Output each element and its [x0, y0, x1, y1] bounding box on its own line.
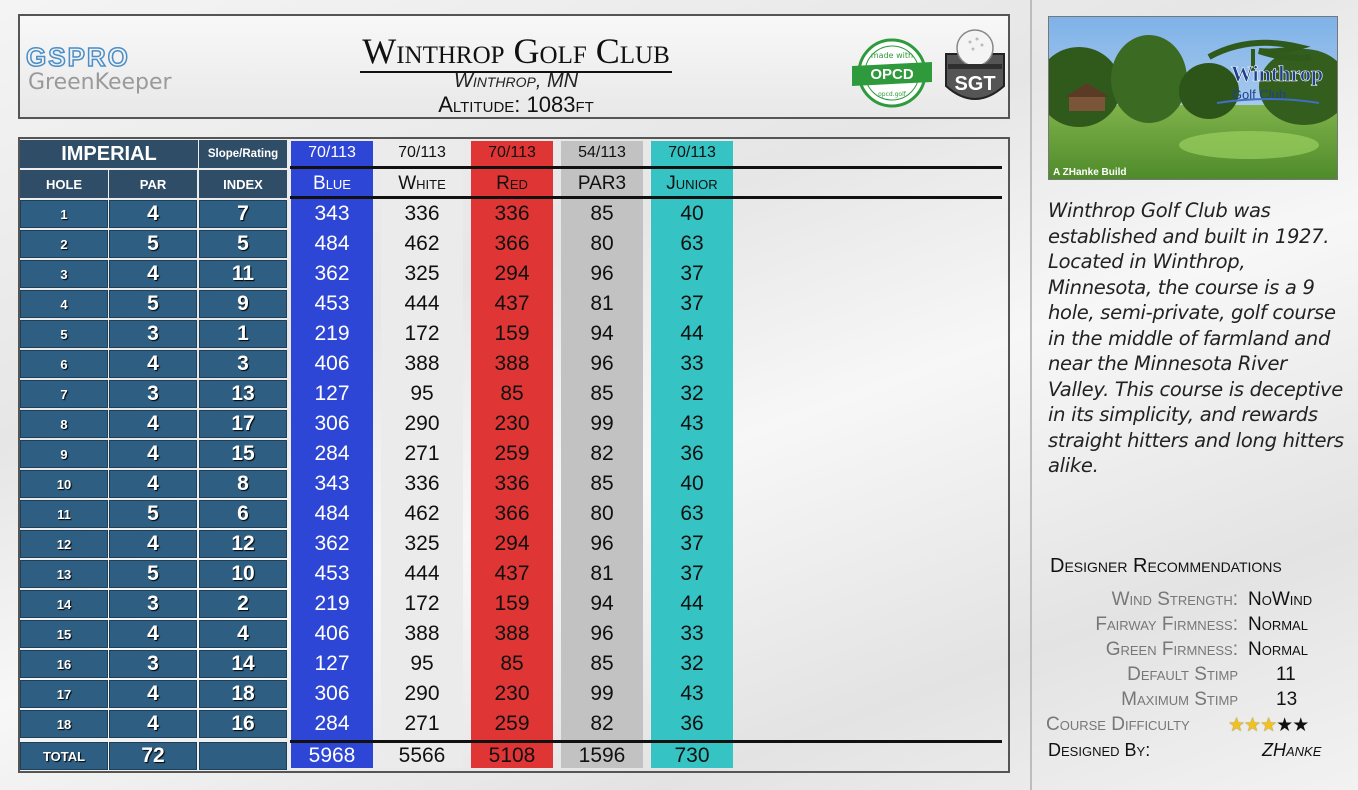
- tee-yardage: 406: [314, 352, 350, 375]
- tee-yardage: 362: [314, 532, 350, 555]
- hole-number: 11: [20, 500, 108, 528]
- tee-yardage: 99: [590, 412, 614, 435]
- hole-column-header: HOLE: [20, 170, 108, 198]
- opcd-badge-main: OPCD: [870, 66, 914, 83]
- hole-par: 4: [109, 350, 197, 378]
- tee-yardage: 343: [314, 202, 350, 225]
- photo-logo-line1: Winthrop: [1230, 61, 1324, 86]
- tee-yardage: 284: [314, 712, 350, 735]
- star-filled-icon: ★: [1228, 715, 1245, 736]
- hole-number: 16: [20, 650, 108, 678]
- tee-yardage: 290: [404, 682, 440, 705]
- tee-yardage: 219: [314, 592, 350, 615]
- hole-number: 10: [20, 470, 108, 498]
- hole-number: 9: [20, 440, 108, 468]
- recommendation-value: Normal: [1248, 639, 1308, 660]
- tee-yardage: 362: [314, 262, 350, 285]
- tee-yardage: 85: [590, 472, 614, 495]
- tee-yardage: 388: [494, 352, 530, 375]
- hole-par: 5: [109, 230, 197, 258]
- hole-number: 3: [20, 260, 108, 288]
- tee-yardage: 259: [494, 712, 530, 735]
- hole-par: 4: [109, 440, 197, 468]
- hole-index: 12: [199, 530, 287, 558]
- hole-par: 5: [109, 500, 197, 528]
- hole-number: 15: [20, 620, 108, 648]
- tee-yardage: 81: [590, 292, 614, 315]
- tee-yardage: 85: [590, 202, 614, 225]
- tee-yardage: 37: [680, 292, 704, 315]
- tee-yardage: 44: [680, 322, 704, 345]
- tee-name-blue: Blue: [313, 173, 351, 194]
- tee-yardage: 36: [680, 442, 704, 465]
- tee-yardage: 388: [404, 352, 440, 375]
- tee-yardage: 63: [680, 232, 704, 255]
- hole-number: 17: [20, 680, 108, 708]
- tee-yardage: 33: [680, 622, 704, 645]
- hole-index: 15: [199, 440, 287, 468]
- greenkeeper-logo: GreenKeeper: [28, 70, 172, 95]
- recommendation-label: Wind Strength:: [1111, 589, 1238, 610]
- hole-par: 4: [109, 410, 197, 438]
- hole-par: 4: [109, 200, 197, 228]
- hole-number: 7: [20, 380, 108, 408]
- tee-yardage: 43: [680, 412, 704, 435]
- tee-name-par3: PAR3: [577, 173, 627, 194]
- hole-par: 3: [109, 380, 197, 408]
- hole-number: 8: [20, 410, 108, 438]
- hole-par: 4: [109, 260, 197, 288]
- tee-yardage: 484: [314, 502, 350, 525]
- hole-index: 9: [199, 290, 287, 318]
- total-label: TOTAL: [20, 742, 108, 770]
- tee-yardage: 80: [590, 502, 614, 525]
- tee-yardage: 96: [590, 352, 614, 375]
- tee-yardage: 219: [314, 322, 350, 345]
- tee-yardage: 325: [404, 532, 440, 555]
- hole-par: 4: [109, 620, 197, 648]
- tee-yardage: 325: [404, 262, 440, 285]
- designer-name: ZHanke: [1262, 740, 1322, 760]
- tee-yardage: 484: [314, 232, 350, 255]
- tee-yardage: 437: [494, 562, 530, 585]
- tee-yardage: 127: [314, 382, 350, 405]
- hole-number: 1: [20, 200, 108, 228]
- tee-yardage: 462: [404, 232, 440, 255]
- par-total: 72: [109, 742, 197, 770]
- tee-total-white: 5566: [398, 744, 446, 767]
- hole-index: 14: [199, 650, 287, 678]
- tee-rating-par3: 54/113: [578, 144, 626, 161]
- tee-yardage: 36: [680, 712, 704, 735]
- hole-index: 5: [199, 230, 287, 258]
- tee-total-red: 5108: [488, 744, 536, 767]
- tee-rating-blue: 70/113: [308, 144, 356, 161]
- tee-yardage: 127: [314, 652, 350, 675]
- tee-yardage: 453: [314, 562, 350, 585]
- hole-index: 4: [199, 620, 287, 648]
- recommendation-value: 13: [1276, 689, 1298, 710]
- tee-yardage: 294: [494, 262, 530, 285]
- tee-yardage: 290: [404, 412, 440, 435]
- hole-par: 4: [109, 680, 197, 708]
- tee-rating-white: 70/113: [398, 144, 446, 161]
- tee-yardage: 32: [680, 652, 704, 675]
- tee-yardage: 85: [500, 382, 524, 405]
- course-title-text: Winthrop Golf Club: [362, 31, 670, 71]
- hole-number: 12: [20, 530, 108, 558]
- star-filled-icon: ★: [1260, 715, 1277, 736]
- tee-yardage: 437: [494, 292, 530, 315]
- header-divider-top: [290, 166, 1002, 169]
- recommendation-label: Default Stimp: [1127, 664, 1238, 685]
- hole-number: 5: [20, 320, 108, 348]
- tee-yardage: 259: [494, 442, 530, 465]
- hole-par: 5: [109, 560, 197, 588]
- course-photo: [1048, 16, 1338, 180]
- hole-index: 8: [199, 470, 287, 498]
- hole-number: 4: [20, 290, 108, 318]
- tee-yardage: 306: [314, 682, 350, 705]
- par-column-header: PAR: [109, 170, 197, 198]
- tee-yardage: 406: [314, 622, 350, 645]
- tee-total-junior: 730: [674, 744, 710, 767]
- hole-par: 3: [109, 320, 197, 348]
- tee-yardage: 336: [494, 472, 530, 495]
- tee-rating-red: 70/113: [488, 144, 536, 161]
- opcd-badge-url: opcd.golf: [878, 91, 906, 98]
- total-divider: [290, 740, 1002, 743]
- hole-index: 6: [199, 500, 287, 528]
- tee-yardage: 343: [314, 472, 350, 495]
- tee-yardage: 366: [494, 232, 530, 255]
- star-empty-icon: ★: [1292, 715, 1309, 736]
- tee-name-white: White: [398, 173, 446, 194]
- slope-rating-label: Slope/Rating: [199, 140, 287, 168]
- tee-yardage: 159: [494, 322, 530, 345]
- tee-yardage: 388: [494, 622, 530, 645]
- hole-number: 14: [20, 590, 108, 618]
- tee-name-junior: Junior: [666, 173, 718, 194]
- difficulty-stars: [1228, 714, 1308, 737]
- hole-par: 5: [109, 290, 197, 318]
- opcd-badge-top: made with: [870, 51, 914, 60]
- tee-yardage: 40: [680, 472, 704, 495]
- tee-yardage: 43: [680, 682, 704, 705]
- designer-recommendations-heading: Designer Recommendations: [1050, 555, 1282, 577]
- course-difficulty-label: Course Difficulty: [1046, 714, 1190, 735]
- hole-index: 10: [199, 560, 287, 588]
- hole-index: 7: [199, 200, 287, 228]
- tee-yardage: 85: [500, 652, 524, 675]
- tee-yardage: 82: [590, 442, 614, 465]
- tee-rating-junior: 70/113: [668, 144, 716, 161]
- hole-index: 17: [199, 410, 287, 438]
- tee-yardage: 230: [494, 682, 530, 705]
- recommendation-value: NoWind: [1248, 589, 1313, 610]
- hole-number: 13: [20, 560, 108, 588]
- tee-yardage: 444: [404, 292, 440, 315]
- hole-index: 3: [199, 350, 287, 378]
- hole-par: 3: [109, 650, 197, 678]
- tee-total-blue: 5968: [308, 744, 356, 767]
- tee-yardage: 80: [590, 232, 614, 255]
- tee-yardage: 85: [590, 382, 614, 405]
- recommendation-label: Green Firmness:: [1105, 639, 1238, 660]
- hole-index: 2: [199, 590, 287, 618]
- tee-yardage: 95: [410, 382, 434, 405]
- index-column-header: INDEX: [199, 170, 287, 198]
- recommendation-value: Normal: [1248, 614, 1308, 635]
- hole-index: 13: [199, 380, 287, 408]
- tee-yardage: 284: [314, 442, 350, 465]
- tee-yardage: 94: [590, 322, 614, 345]
- tee-yardage: 336: [404, 202, 440, 225]
- tee-yardage: 271: [404, 712, 440, 735]
- course-photo-image: [1049, 17, 1338, 180]
- tee-yardage: 44: [680, 592, 704, 615]
- course-location: Winthrop, MN: [453, 70, 579, 92]
- sidebar-divider: [1030, 0, 1032, 790]
- hole-par: 3: [109, 590, 197, 618]
- tee-yardage: 444: [404, 562, 440, 585]
- tee-yardage: 82: [590, 712, 614, 735]
- recommendation-label: Maximum Stimp: [1121, 689, 1238, 710]
- tee-yardage: 37: [680, 562, 704, 585]
- hole-index: 18: [199, 680, 287, 708]
- hole-index: 11: [199, 260, 287, 288]
- tee-yardage: 37: [680, 532, 704, 555]
- course-description: Winthrop Golf Club was established and built in 1927. Located in Winthrop, Minnesota, the course is a 9 hole, semi-private, golf course in the middle of farmland and near the Minnesota River Valley. This course is deceptive in its simplicity, and rewards straight hitters and long hitters alike.: [1048, 199, 1344, 477]
- star-empty-icon: ★: [1276, 715, 1293, 736]
- tee-yardage: 462: [404, 502, 440, 525]
- hole-number: 2: [20, 230, 108, 258]
- tee-yardage: 366: [494, 502, 530, 525]
- tee-yardage: 94: [590, 592, 614, 615]
- tee-name-red: Red: [496, 173, 528, 194]
- tee-yardage: 40: [680, 202, 704, 225]
- hole-index: 16: [199, 710, 287, 738]
- tee-yardage: 81: [590, 562, 614, 585]
- hole-par: 4: [109, 530, 197, 558]
- index-total-blank: [199, 742, 287, 770]
- tee-yardage: 453: [314, 292, 350, 315]
- photo-logo-line2: Golf Club: [1231, 87, 1287, 102]
- course-altitude: Altitude: 1083ft: [438, 92, 594, 117]
- tee-yardage: 388: [404, 622, 440, 645]
- tee-yardage: 96: [590, 622, 614, 645]
- tee-yardage: 63: [680, 502, 704, 525]
- tee-yardage: 37: [680, 262, 704, 285]
- tee-yardage: 336: [494, 202, 530, 225]
- tee-yardage: 271: [404, 442, 440, 465]
- tee-yardage: 172: [404, 322, 440, 345]
- recommendation-value: 11: [1276, 664, 1296, 685]
- tee-yardage: 95: [410, 652, 434, 675]
- hole-number: 6: [20, 350, 108, 378]
- hole-par: 4: [109, 710, 197, 738]
- hole-par: 4: [109, 470, 197, 498]
- gspro-logo: GSPRO: [26, 42, 130, 72]
- tee-yardage: 294: [494, 532, 530, 555]
- tee-yardage: 32: [680, 382, 704, 405]
- tee-yardage: 159: [494, 592, 530, 615]
- tee-yardage: 85: [590, 652, 614, 675]
- recommendation-label: Fairway Firmness:: [1095, 614, 1238, 635]
- tee-yardage: 96: [590, 262, 614, 285]
- hole-index: 1: [199, 320, 287, 348]
- tee-yardage: 96: [590, 532, 614, 555]
- tee-yardage: 306: [314, 412, 350, 435]
- hole-number: 18: [20, 710, 108, 738]
- header-divider-bottom: [290, 196, 1002, 199]
- tee-total-par3: 1596: [578, 744, 626, 767]
- tee-yardage: 172: [404, 592, 440, 615]
- tee-yardage: 33: [680, 352, 704, 375]
- photo-caption: A ZHanke Build: [1053, 167, 1127, 178]
- sgt-badge-main: SGT: [954, 73, 996, 95]
- tee-yardage: 230: [494, 412, 530, 435]
- tee-yardage: 336: [404, 472, 440, 495]
- star-filled-icon: ★: [1244, 715, 1261, 736]
- imperial-label: IMPERIAL: [20, 140, 198, 168]
- designed-by-label: Designed By:: [1048, 740, 1151, 760]
- tee-yardage: 99: [590, 682, 614, 705]
